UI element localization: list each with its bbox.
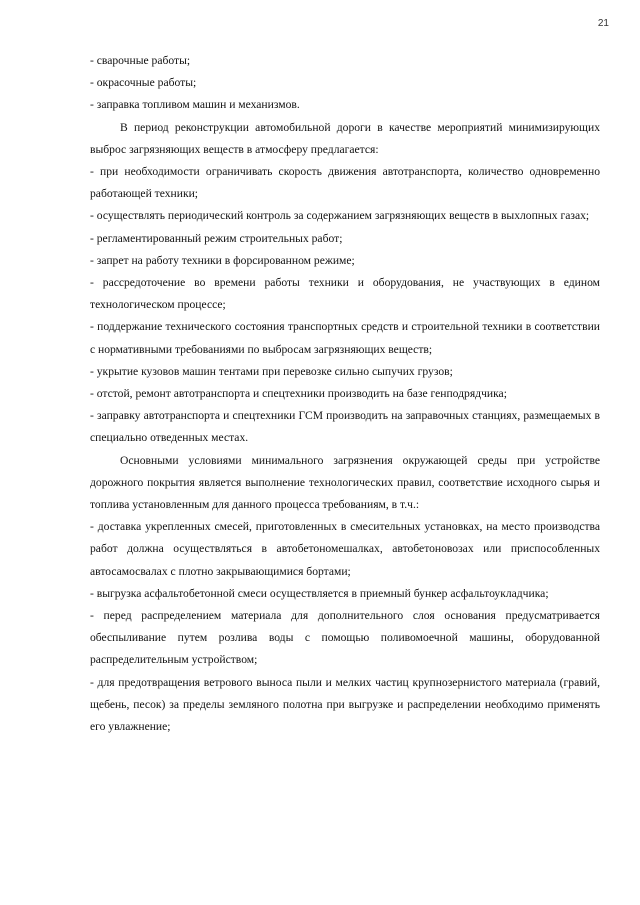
list-item: - регламентированный режим строительных работ; [90, 231, 343, 245]
list-item: - поддержание технического состояния транспортных средств и строительной техники в соответствии с нормативными требованиями по выбросам загрязняющих веществ; [90, 320, 600, 356]
list-item: - сварочные работы; [90, 54, 191, 67]
list-item: - укрытие кузовов машин тентами при перевозке сильно сыпучих грузов; [90, 364, 453, 378]
list-item: - рассредоточение во времени работы техники и оборудования, не участвующих в едином технологическом процессе; [90, 276, 600, 312]
document-body [90, 50, 600, 738]
list-item: - запрет на работу техники в форсированном режиме; [90, 253, 355, 267]
list-item: - при необходимости ограничивать скорость движения автотранспорта, количество одновременно работающей техники; [90, 165, 600, 201]
list-item: - доставка укрепленных смесей, приготовленных в смесительных установках, на место производства работ должна осуществляться в автобетономешалках, автобетоновозах или приспособленных автосамосвалах с плотно закрывающимися бортами; [90, 520, 600, 578]
page-number: 21 [597, 18, 609, 29]
body-paragraph: Основными условиями минимального загрязнения окружающей среды при устройстве дорожного покрытия является выполнение технологических правил, соответствие исходного сырья и топлива установленным для данного процесса требованиям, в т.ч.: [90, 453, 600, 512]
list-item: - окрасочные работы; [90, 76, 197, 90]
list-item: - выгрузка асфальтобетонной смеси осуществляется в приемный бункер асфальтоукладчика; [90, 586, 549, 600]
list-item: - заправка топливом машин и механизмов. [90, 98, 300, 112]
list-item: - для предотвращения ветрового выноса пыли и мелких частиц крупнозернистого материала (гравий, щебень, песок) за пределы земляного полотна при выгрузке и распределении необходимо применять его увлажнение; [90, 675, 600, 734]
list-item: - отстой, ремонт автотранспорта и спецтехники производить на базе генподрядчика; [90, 387, 507, 401]
list-item: - перед распределением материала для дополнительного слоя основания предусматривается обеспыливание путем розлива воды с помощью поливомоечной машины, оборудованной распределительным устройством; [90, 609, 600, 667]
body-paragraph: В период реконструкции автомобильной дороги в качестве мероприятий минимизирующих выброс загрязняющих веществ в атмосферу предлагается: [90, 120, 600, 156]
list-item: - осуществлять периодический контроль за содержанием загрязняющих веществ в выхлопных газах; [90, 209, 590, 223]
list-item: - заправку автотранспорта и спецтехники ГСМ производить на заправочных станциях, размещаемых в специально отведенных местах. [90, 409, 600, 445]
